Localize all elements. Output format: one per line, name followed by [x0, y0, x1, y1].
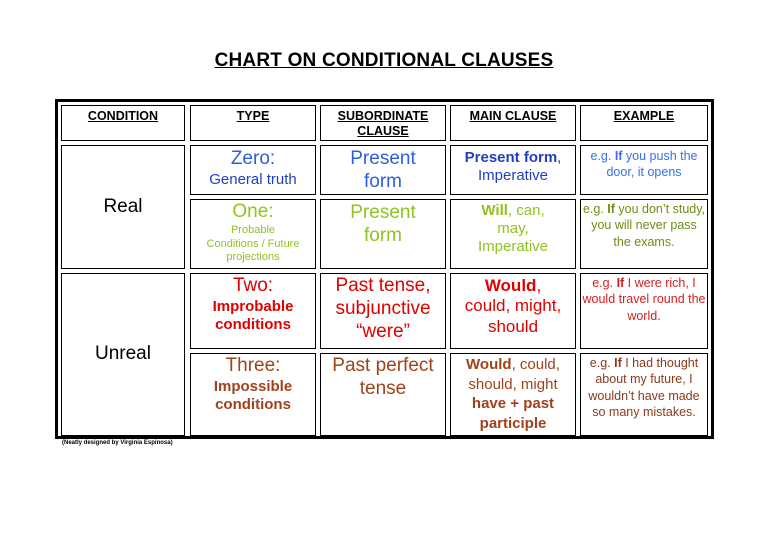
header-example: EXAMPLE	[580, 105, 708, 141]
example-three: e.g. If I had thought about my future, I wouldn’t have made so many mistakes.	[580, 353, 708, 436]
header-subordinate-clause: SUBORDINATE CLAUSE	[320, 105, 446, 141]
header-type: TYPE	[190, 105, 316, 141]
header-condition: CONDITION	[61, 105, 185, 141]
example-one: e.g. If you don’t study, you will never pass the exams.	[580, 199, 708, 269]
subordinate-two: Past tense, subjunctive “were”	[320, 273, 446, 349]
header-main-clause: MAIN CLAUSE	[450, 105, 576, 141]
subordinate-zero: Present form	[320, 145, 446, 195]
example-zero: e.g. If you push the door, it opens	[580, 145, 708, 195]
condition-real: Real	[61, 145, 185, 269]
footnote: (Neatly designed by Virginia Espinosa)	[62, 440, 173, 446]
subordinate-three: Past perfect tense	[320, 353, 446, 436]
subordinate-one: Present form	[320, 199, 446, 269]
type-one: One: Probable Conditions / Future projections	[190, 199, 316, 269]
page-title: CHART ON CONDITIONAL CLAUSES	[214, 50, 554, 71]
type-two: Two: Improbable conditions	[190, 273, 316, 349]
conditional-clauses-table	[55, 99, 714, 439]
type-zero: Zero: General truth	[190, 145, 316, 195]
main-two: Would, could, might, should	[450, 273, 576, 349]
type-three: Three: Impossible conditions	[190, 353, 316, 436]
example-two: e.g. If I were rich, I would travel round the world.	[580, 273, 708, 349]
main-one: Will, can, may, Imperative	[450, 199, 576, 269]
main-zero: Present form, Imperative	[450, 145, 576, 195]
main-three: Would, could, should, might have + past participle	[450, 353, 576, 436]
condition-unreal: Unreal	[61, 273, 185, 436]
